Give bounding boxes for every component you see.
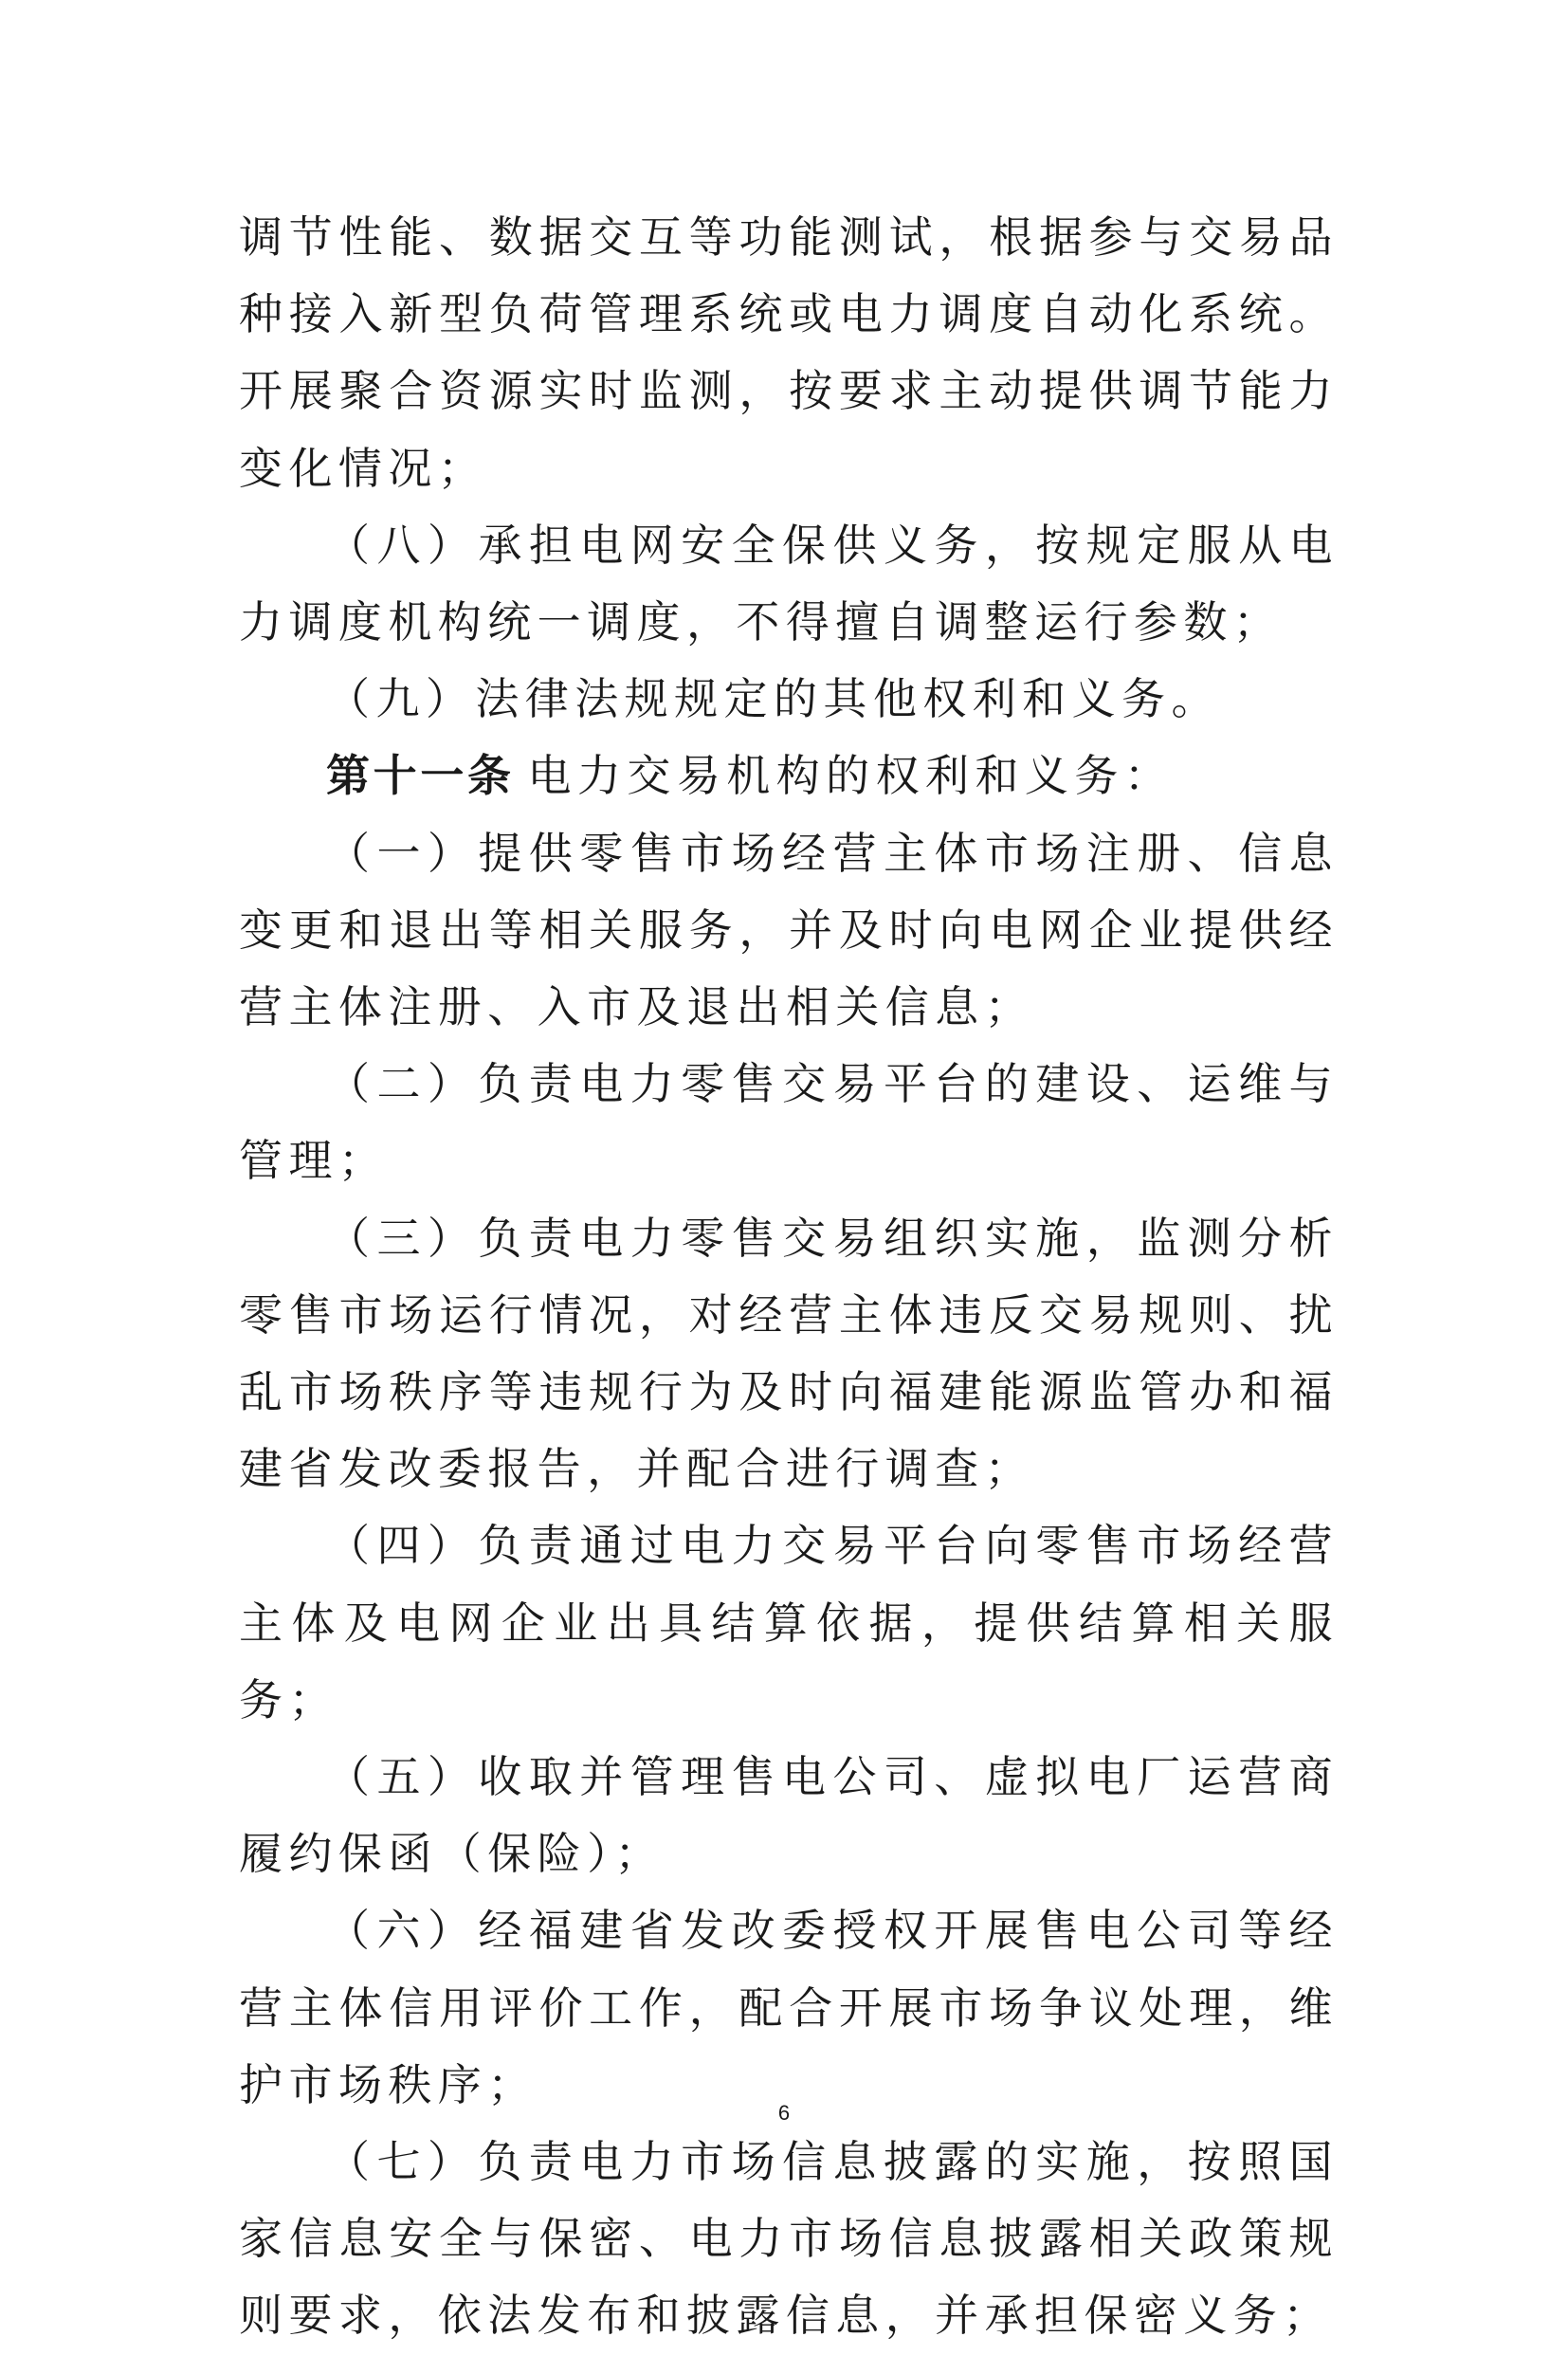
- paragraph-item-3: （三）负责电力零售交易组织实施，监测分析零售市场运行情况，对经营主体违反交易规则、扰乱市场秩序等违规行为及时向福建能源监管办和福建省发改委报告，并配合进行调查；: [239, 1212, 1339, 1495]
- paragraph-continuation: 调节性能、数据交互等功能测试，根据参与交易品种接入新型负荷管理系统或电力调度自动化系统。开展聚合资源实时监测，按要求主动提供调节能力变化情况；: [239, 211, 1339, 494]
- page-number: 6: [777, 2101, 791, 2125]
- paragraph-item-4: （四）负责通过电力交易平台向零售市场经营主体及电网企业出具结算依据，提供结算相关服务；: [239, 1520, 1339, 1725]
- paragraph-item-6: （六）经福建省发改委授权开展售电公司等经营主体信用评价工作，配合开展市场争议处理，维护市场秩序；: [239, 1905, 1339, 2110]
- article-11: [239, 738, 1339, 814]
- paragraph-item-5: （五）收取并管理售电公司、虚拟电厂运营商履约保函（保险）；: [239, 1751, 1339, 1880]
- document-body: [239, 199, 1339, 2355]
- paragraph-item-1: （一）提供零售市场经营主体市场注册、信息变更和退出等相关服务，并及时向电网企业提供经营主体注册、入市及退出相关信息；: [239, 827, 1339, 1033]
- paragraph-item-8: （八）承担电网安全保供义务，按规定服从电力调度机构统一调度，不得擅自调整运行参数；: [239, 519, 1339, 648]
- paragraph-item-9: （九）法律法规规定的其他权利和义务。: [326, 673, 1221, 725]
- article-text: 电力交易机构的权利和义务：: [527, 750, 1175, 802]
- paragraph-item-2: （二）负责电力零售交易平台的建设、运维与管理；: [239, 1058, 1339, 1187]
- paragraph-item-7: （七）负责电力市场信息披露的实施，按照国家信息安全与保密、电力市场信息披露相关政策规则要求，依法发布和披露信息，并承担保密义务；: [239, 2136, 1339, 2342]
- article-heading: 第十一条: [326, 750, 515, 802]
